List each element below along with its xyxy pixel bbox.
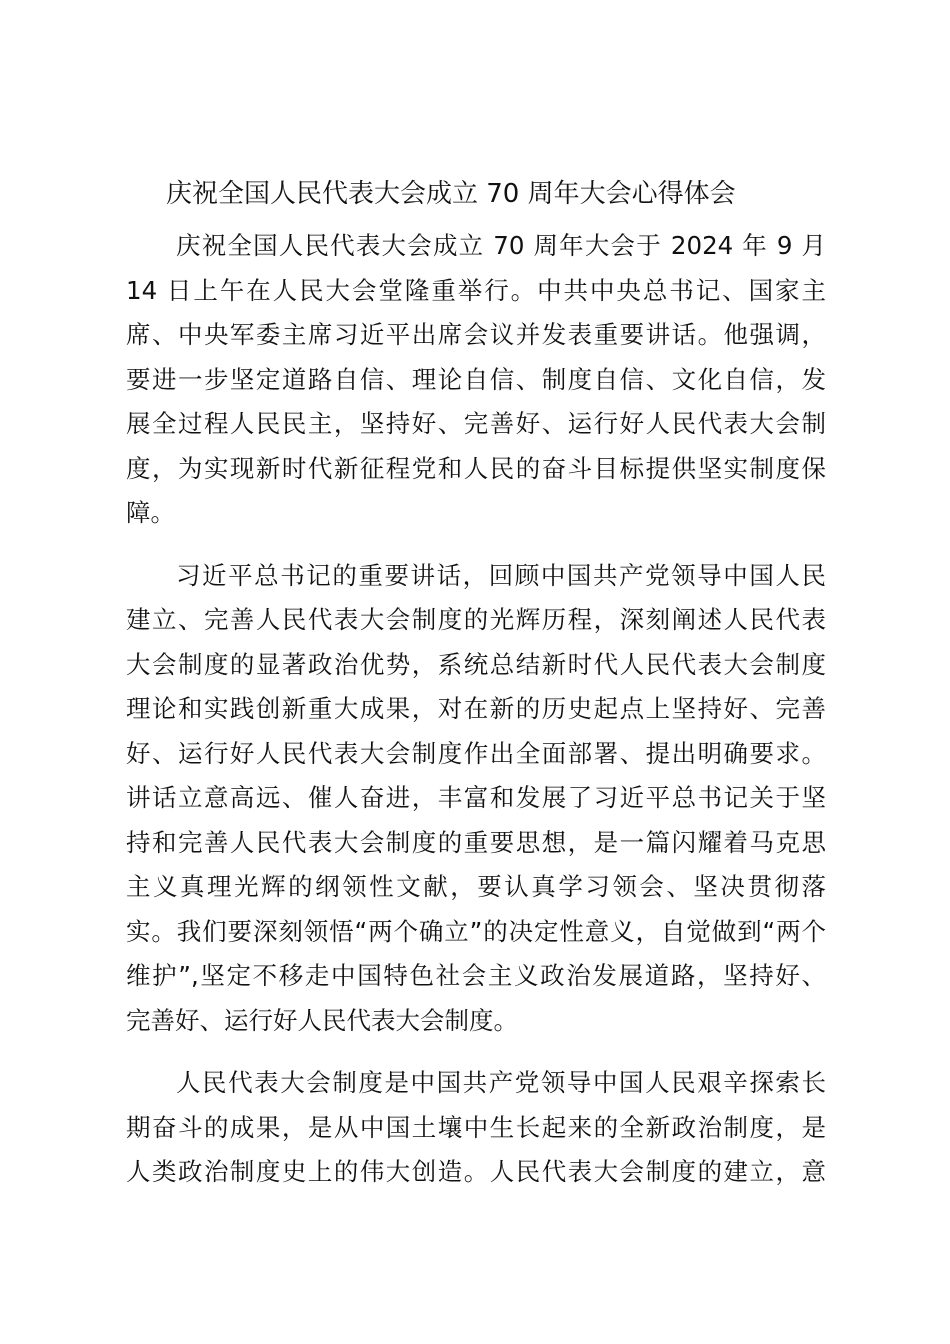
text-line: 建立、完善人民代表大会制度的光辉历程，深刻阐述人民代表 (126, 605, 826, 634)
text-line: 持和完善人民代表大会制度的重要思想，是一篇闪耀着马克思 (126, 827, 826, 857)
text-line: 实。我们要深刻领悟“两个确立”的决定性意义，自觉做到“两个 (126, 916, 826, 946)
text-line: 维护”,坚定不移走中国特色社会主义政治发展道路，坚持好、 (126, 961, 826, 990)
paragraph-3 (126, 1061, 826, 1195)
text-line: 习近平总书记的重要讲话，回顾中国共产党领导中国人民 (176, 560, 826, 590)
text-line: 席、中央军委主席习近平出席会议并发表重要讲话。他强调， (126, 320, 826, 349)
text-line: 要进一步坚定道路自信、理论自信、制度自信、文化自信，发 (126, 364, 826, 394)
text-line: 障。 (126, 498, 175, 527)
text-line: 庆祝全国人民代表大会成立 70 周年大会于 2024 年 9 月 (176, 231, 826, 260)
text-line: 大会制度的显著政治优势，系统总结新时代人民代表大会制度 (126, 649, 826, 679)
document-body (126, 224, 826, 1213)
text-line: 期奋斗的成果，是从中国土壤中生长起来的全新政治制度，是 (126, 1112, 826, 1142)
text-line: 完善好、运行好人民代表大会制度。 (126, 1005, 518, 1035)
text-line: 讲话立意高远、催人奋进，丰富和发展了习近平总书记关于坚 (126, 783, 826, 812)
text-line: 度，为实现新时代新征程党和人民的奋斗目标提供坚实制度保 (126, 453, 826, 483)
text-line: 主义真理光辉的纲领性文献，要认真学习领会、坚决贯彻落 (126, 872, 826, 901)
text-line: 展全过程人民民主，坚持好、完善好、运行好人民代表大会制 (126, 409, 826, 438)
text-line: 理论和实践创新重大成果，对在新的历史起点上坚持好、完善 (126, 694, 826, 723)
document-title: 庆祝全国人民代表大会成立 70 周年大会心得体会 (166, 179, 736, 209)
text-line: 好、运行好人民代表大会制度作出全面部署、提出明确要求。 (126, 738, 826, 768)
text-line: 人民代表大会制度是中国共产党领导中国人民艰辛探索长 (176, 1068, 826, 1097)
text-line: 14 日上午在人民大会堂隆重举行。中共中央总书记、国家主 (126, 275, 826, 305)
paragraph-1 (126, 224, 826, 536)
paragraph-2 (126, 554, 826, 1044)
text-line: 人类政治制度史上的伟大创造。人民代表大会制度的建立，意 (126, 1157, 826, 1186)
